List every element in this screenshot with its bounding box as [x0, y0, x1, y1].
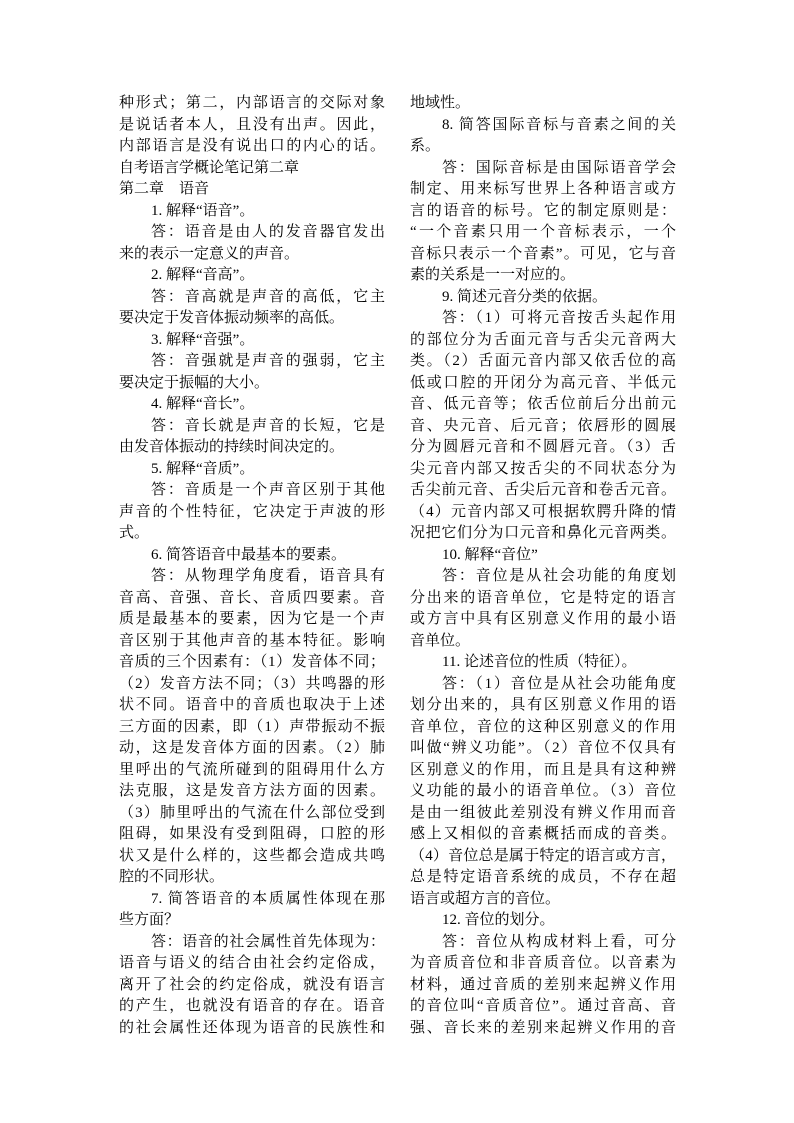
answer-line: 的音位叫“音质音位”。通过音高、音 [410, 998, 676, 1014]
question-line: 12. 音位的划分。 [442, 912, 555, 928]
answer-line: 答：音强就是声音的强弱，它主 [151, 353, 385, 369]
answer-line: 答：音位从构成材料上看，可分 [442, 933, 676, 950]
right-column [410, 93, 676, 1039]
answer-line: 地域性。 [410, 95, 471, 111]
answer-line: 素的关系是一一对应的。 [410, 267, 576, 283]
answer-line: （3）肺里呼出的气流在什么部位受到 [119, 804, 385, 821]
answer-line: 要决定于振幅的大小。 [119, 374, 270, 391]
answer-line: 腔的不同形状。 [119, 869, 225, 885]
answer-line: 的部位分为舌面元音与舌尖元音两大 [410, 331, 676, 348]
answer-line: 音单位，音位的这种区别意义的作用 [410, 718, 676, 735]
answer-line: 音、低元音等；依舌位前后分出前元 [410, 396, 676, 412]
question-line: 2. 解释“音高”。 [151, 267, 255, 283]
answer-line: （4）元音内部又可根据软腭升降的情 [410, 503, 676, 520]
answer-line: 义功能的最小的语音单位。（3）音位 [410, 783, 676, 799]
answer-line: 声音的个性特征，它决定于声波的形 [119, 503, 385, 520]
question-line: 5. 解释“音质”。 [151, 460, 255, 477]
answer-line: 式。 [119, 525, 150, 541]
answer-line: 动，这是发音体方面的因素。（2）肺 [119, 740, 385, 756]
answer-line: 感上又相似的音素概括而成的音类。 [410, 826, 676, 842]
answer-line: 里呼出的气流所碰到的阻碍用什么方 [119, 761, 385, 778]
answer-line: 言的语音的标号。它的制定原则是： [410, 202, 676, 219]
answer-line: 答：（1）可将元音按舌头起作用 [442, 310, 676, 326]
question-line: 1. 解释“语音”。 [151, 202, 255, 219]
answer-line: 音、央元音、后元音；依唇形的圆展 [410, 417, 676, 434]
answer-line: 的社会属性还体现为语音的民族性和 [119, 1019, 385, 1036]
left-column [119, 93, 385, 1039]
answer-line: 音标只表示一个音素”。可见，它与音 [410, 245, 676, 262]
answer-line: （4）音位总是属于特定的语言或方言， [410, 847, 676, 864]
answer-line: 音区别于其他声音的基本特征。影响 [119, 632, 385, 649]
answer-line: 状又是什么样的，这些都会造成共鸣 [119, 847, 385, 864]
answer-line: 总是特定语音系统的成员，不存在超 [410, 869, 676, 885]
question-line: 3. 解释“音强”。 [151, 331, 255, 348]
body-line: 种形式；第二，内部语言的交际对象 [119, 95, 385, 111]
answer-line: 音质的三个因素有：（1）发音体不同； [119, 654, 385, 670]
answer-line: 离开了社会的约定俗成，就没有语言 [119, 976, 385, 993]
answer-line: 叫做“辨义功能”。（2）音位不仅具有 [410, 740, 676, 756]
question-line: 7. 简答语音的本质属性体现在那 [151, 890, 385, 907]
answer-line: 答：国际音标是由国际语音学会 [442, 159, 676, 176]
answer-line: 音高、音强、音长、音质四要素。音 [119, 589, 385, 606]
answer-line: 材料，通过音质的差别来起辨义作用 [410, 976, 676, 993]
answer-line: 低或口腔的开闭分为高元音、半低元 [410, 374, 676, 391]
question-line: 9. 简述元音分类的依据。 [442, 288, 608, 305]
question-line: 11. 论述音位的性质（特征）。 [442, 654, 637, 670]
answer-line: 答：音质是一个声音区别于其他 [151, 482, 385, 498]
answer-line: 尖元音内部又按舌尖的不同状态分为 [410, 460, 676, 477]
answer-line: 类。（2）舌面元音内部又依舌位的高 [410, 353, 676, 369]
answer-line: 为音质音位和非音质音位。以音素为 [410, 955, 676, 971]
answer-line: 语言或超方言的音位。 [410, 890, 561, 907]
question-line: 系。 [410, 138, 441, 154]
answer-line: 分为圆唇元音和不圆唇元音。（3）舌 [410, 439, 676, 455]
answer-line: 由发音体振动的持续时间决定的。 [119, 439, 345, 455]
answer-line: 制定、用来标写世界上各种语言或方 [410, 181, 676, 197]
answer-line: 音单位。 [410, 632, 471, 649]
notes-title: 自考语言学概论笔记第二章 [119, 159, 300, 176]
answer-line: 阻碍，如果没有受到阻碍，口腔的形 [119, 826, 385, 842]
answer-line: 答：音位是从社会功能的角度划 [442, 568, 676, 584]
answer-line: 强、音长来的差别来起辨义作用的音 [410, 1019, 676, 1036]
answer-line: 三方面的因素，即（1）声带振动不振 [119, 718, 385, 735]
answer-line: （2）发音方法不同；（3）共鸣器的形 [119, 675, 385, 692]
answer-line: 分出来的语音单位，它是特定的语言 [410, 589, 676, 606]
answer-line: 来的表示一定意义的声音。 [119, 245, 300, 262]
answer-line: 质是最基本的要素，因为它是一个声 [119, 611, 385, 627]
question-line: 8. 简答国际音标与音素之间的关 [442, 116, 676, 133]
answer-line: 答：（1）音位是从社会功能角度 [442, 675, 676, 692]
body-line: 内部语言是没有说出口的内心的话。 [119, 138, 385, 154]
chapter-heading: 第二章 语音 [119, 181, 210, 197]
answer-line: 答：音高就是声音的高低，它主 [151, 288, 385, 305]
body-line: 是说话者本人，且没有出声。因此， [119, 116, 385, 133]
answer-line: “一个音素只用一个音标表示，一个 [410, 224, 676, 240]
answer-line: 语音与语义的结合由社会约定俗成， [119, 955, 385, 971]
answer-line: 答：从物理学角度看，语音具有 [151, 568, 385, 584]
answer-line: 或方言中具有区别意义作用的最小语 [410, 611, 676, 627]
answer-line: 答：语音是由人的发音器官发出 [151, 224, 385, 240]
answer-line: 答：音长就是声音的长短，它是 [151, 417, 385, 434]
question-line: 6. 简答语音中最基本的要素。 [151, 546, 347, 563]
answer-line: 区别意义的作用，而且是具有这种辨 [410, 761, 676, 778]
answer-line: 划分出来的，具有区别意义作用的语 [410, 697, 676, 713]
question-line: 些方面？ [119, 912, 180, 928]
answer-line: 舌尖前元音、舌尖后元音和卷舌元音。 [410, 482, 676, 498]
answer-line: 况把它们分为口元音和鼻化元音两类。 [410, 525, 676, 541]
question-line: 10. 解释“音位” [442, 546, 538, 563]
answer-line: 法克服，这是发音方法方面的因素。 [119, 783, 385, 799]
answer-line: 是由一组彼此差别没有辨义作用而音 [410, 804, 676, 821]
question-line: 4. 解释“音长”。 [151, 396, 255, 412]
answer-line: 答：语音的社会属性首先体现为： [151, 933, 385, 950]
answer-line: 要决定于发音体振动频率的高低。 [119, 310, 345, 326]
answer-line: 状不同。语音中的音质也取决于上述 [119, 697, 385, 713]
answer-line: 的产生，也就没有语音的存在。语音 [119, 998, 385, 1014]
